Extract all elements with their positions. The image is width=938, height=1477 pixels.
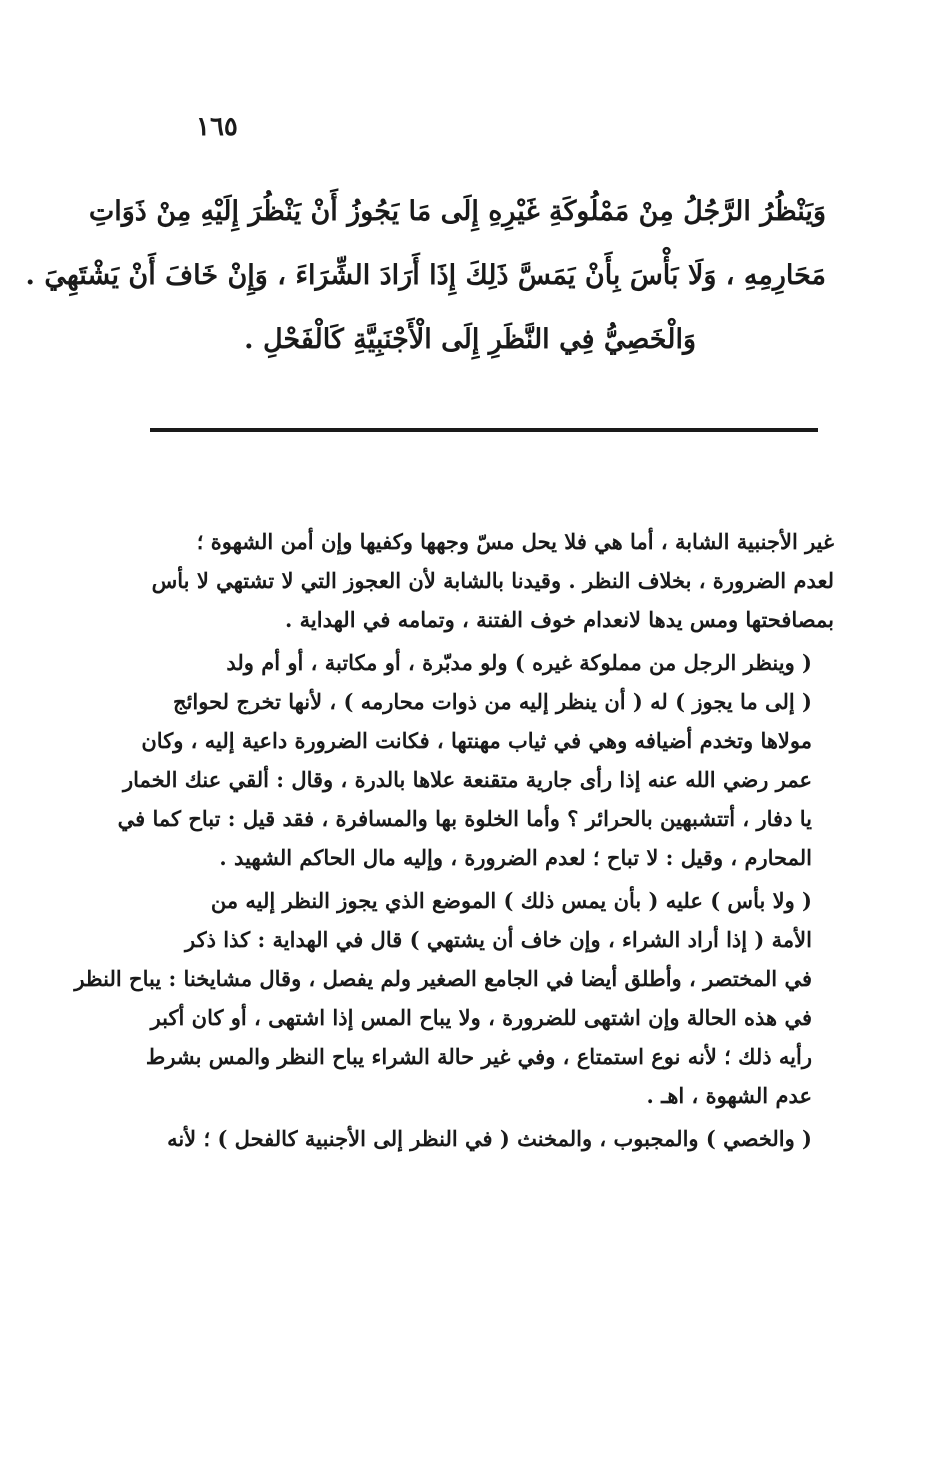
- commentary-line: المحارم ، وقيل : لا تباح ؛ لعدم الضرورة ، وإليه مال الحاكم الشهيد .: [219, 845, 812, 870]
- commentary-line: مولاها وتخدم أضيافه وهي في ثياب مهنتها ، فكانت الضرورة داعية إليه ، وكان: [141, 728, 812, 753]
- commentary-line: في هذه الحالة وإن اشتهى للضرورة ، ولا يباح المس إذا اشتهى ، أو كان أكبر: [150, 1005, 812, 1030]
- commentary-line: بمصافحتها ومس يدها لانعدام خوف الفتنة ، وتمامه في الهداية .: [285, 607, 834, 632]
- commentary-line: في المختصر ، وأطلق أيضا في الجامع الصغير ولم يفصل ، وقال مشايخنا : يباح النظر: [74, 966, 812, 991]
- commentary-text-block: [74, 522, 834, 1162]
- commentary-line: يا دفار ، أتتشبهين بالحرائر ؟ وأما الخلوة بها والمسافرة ، فقد قيل : تباح كما في: [117, 806, 812, 831]
- commentary-line: ( ولا بأس ) عليه ( بأن يمس ذلك ) الموضع الذي يجوز النظر إليه من: [210, 888, 812, 913]
- section-divider: [150, 428, 818, 432]
- commentary-line: رأيه ذلك ؛ لأنه نوع استمتاع ، وفي غير حالة الشراء يباح النظر والمس بشرط: [145, 1044, 812, 1069]
- commentary-paragraph: [74, 881, 834, 1115]
- commentary-line: عدم الشهوة ، اهـ .: [646, 1083, 812, 1108]
- commentary-line: غير الأجنبية الشابة ، أما هي فلا يحل مسّ وجهها وكفيها وإن أمن الشهوة ؛: [196, 529, 834, 554]
- matn-line: وَالْخَصِيُّ فِي النَّظَرِ إِلَى الْأَجْنَبِيَّةِ كَالْفَحْلِ .: [244, 324, 696, 355]
- commentary-line: ( والخصي ) والمجبوب ، والمخنث ( في النظر إلى الأجنبية كالفحل ) ؛ لأنه: [167, 1126, 812, 1151]
- commentary-line: ( إلى ما يجوز ) له ( أن ينظر إليه من ذوات محارمه ) ، لأنها تخرج لحوائج: [173, 689, 812, 714]
- commentary-line: عمر رضي الله عنه إذا رأى جارية متقنعة علاها بالدرة ، وقال : ألقي عنك الخمار: [122, 767, 812, 792]
- matn-line: مَحَارِمِهِ ، وَلَا بَأْسَ بِأَنْ يَمَسَّ ذَلِكَ إِذَا أَرَادَ الشِّرَاءَ ، وَإِنْ خَافَ أَنْ يَشْتَهِيَ .: [25, 260, 826, 291]
- matn-line: وَيَنْظُرُ الرَّجُلُ مِنْ مَمْلُوكَةِ غَيْرِهِ إِلَى مَا يَجُوزُ أَنْ يَنْظُرَ إِلَيْهِ مِنْ ذَوَاتِ: [88, 196, 826, 227]
- commentary-paragraph: [117, 643, 834, 877]
- commentary-line: ( وينظر الرجل من مملوكة غيره ) ولو مدبّرة ، أو مكاتبة ، أو أم ولد: [226, 650, 812, 675]
- commentary-line: لعدم الضرورة ، بخلاف النظر . وقيدنا بالشابة لأن العجوز التي لا تشتهي لا بأس: [151, 568, 834, 593]
- page-number: ١٦٥: [196, 112, 238, 142]
- commentary-paragraph: [150, 522, 834, 639]
- matn-text-block: [25, 180, 826, 372]
- commentary-line: الأمة ( إذا أراد الشراء ، وإن خاف أن يشتهي ) قال في الهداية : كذا ذكر: [185, 927, 812, 952]
- commentary-paragraph: [150, 1119, 834, 1158]
